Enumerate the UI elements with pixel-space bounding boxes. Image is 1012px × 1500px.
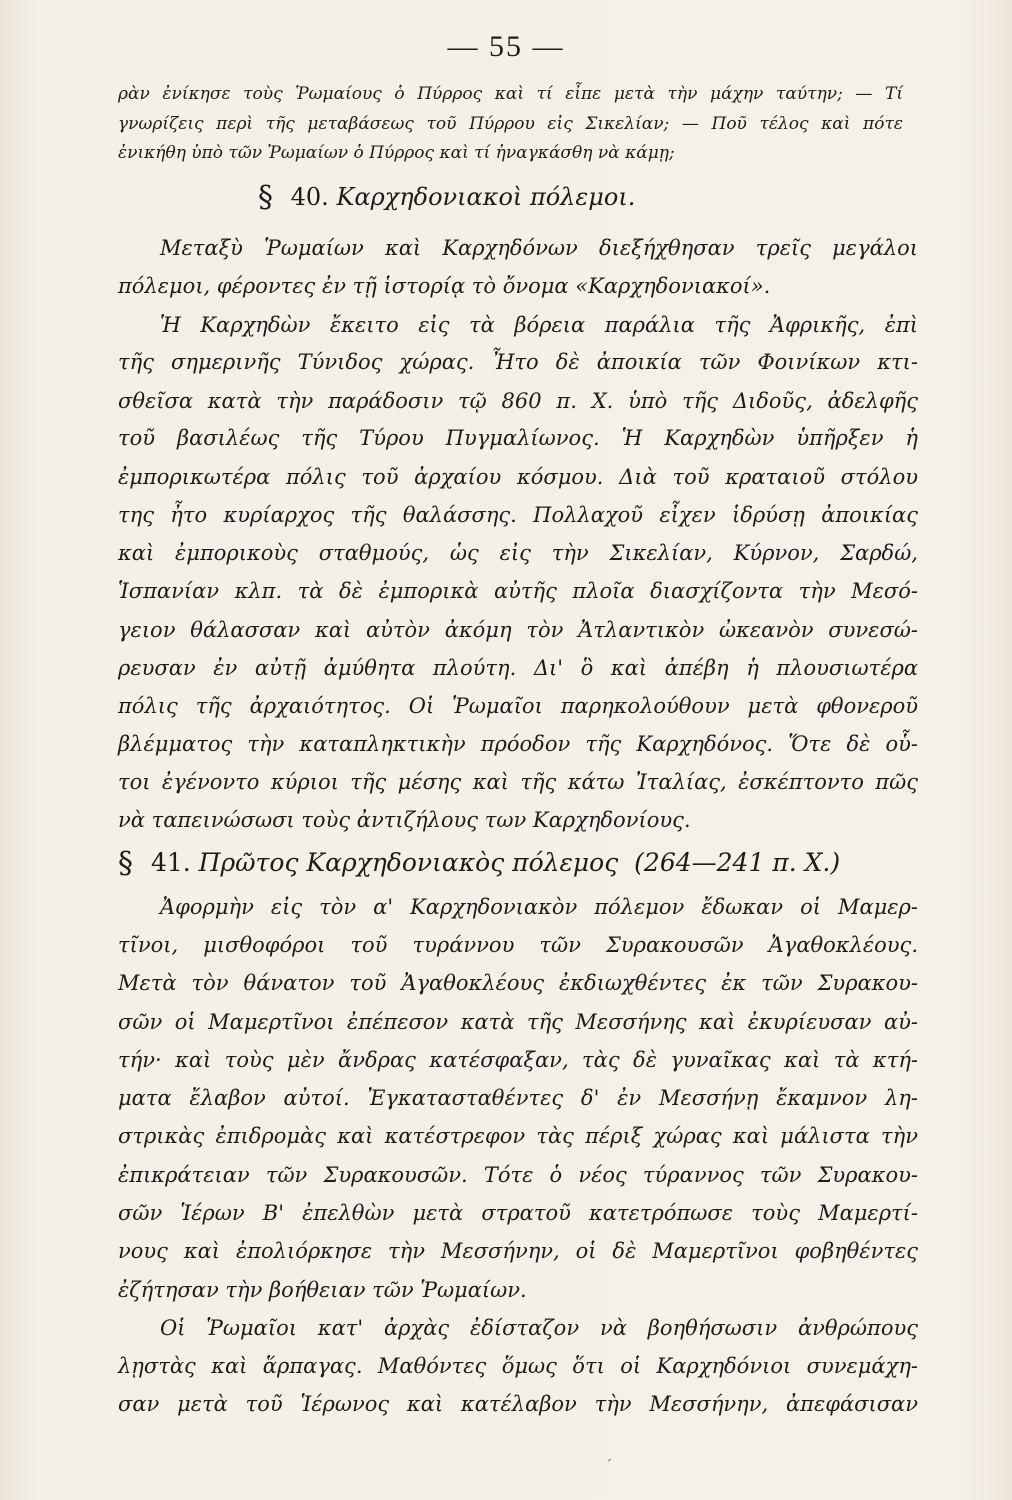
section-title: Καρχηδονιακοὶ πόλεμοι. xyxy=(336,183,636,211)
text-line: νους καὶ ἐπολιόρκησε τὴν Μεσσήνην, οἱ δὲ Μαμερτῖνοι φοβηθέντες xyxy=(118,1239,918,1263)
section-heading xyxy=(118,846,840,881)
text-line: ρευσαν ἐν αὐτῇ ἀμύθητα πλούτη. Δι' ὃ καὶ ἀπέβη ἡ πλουσιωτέρα xyxy=(118,656,918,680)
text-line: πόλεμοι, φέροντες ἐν τῇ ἱστορίᾳ τὸ ὄνομα «Καρχηδονιακοί». xyxy=(118,274,771,298)
text-line: λῃστὰς καὶ ἅρπαγας. Μαθόντες ὅμως ὅτι οἱ Καρχηδόνιοι συνεμάχη- xyxy=(118,1354,918,1378)
text-line: νὰ ταπεινώσωσι τοὺς ἀντιζήλους των Καρχηδονίους. xyxy=(118,808,691,832)
text-line: στρικὰς ἐπιδρομὰς καὶ κατέστρεφον τὰς πέριξ χώρας καὶ μάλιστα τὴν xyxy=(118,1124,918,1148)
text-line: Μεταξὺ Ῥωμαίων καὶ Καρχηδόνων διεξήχθησαν τρεῖς μεγάλοι xyxy=(160,236,918,260)
text-line: τῆς σημερινῆς Τύνιδος χώρας. Ἦτο δὲ ἀποικία τῶν Φοινίκων κτι- xyxy=(118,350,918,374)
text-line: τῖνοι, μισθοφόροι τοῦ τυράννου τῶν Συρακουσῶν Ἀγαθοκλέους. xyxy=(118,933,918,957)
page-number: — 55 — xyxy=(447,30,565,63)
text-line: ματα ἔλαβον αὐτοί. Ἐγκατασταθέντες δ' ἐν Μεσσήνῃ ἔκαμνον λη- xyxy=(118,1086,918,1110)
text-line: ἐνικήθη ὑπὸ τῶν Ῥωμαίων ὁ Πύρρος καὶ τί ἠναγκάσθη νὰ κάμῃ; xyxy=(118,143,675,163)
text-line: καὶ ἐμπορικοὺς σταθμούς, ὡς εἰς τὴν Σικελίαν, Κύρνον, Σαρδώ, xyxy=(118,541,918,565)
text-line: ρὰν ἐνίκησε τοὺς Ῥωμαίους ὁ Πύρρος καὶ τί εἶπε μετὰ τὴν μάχην ταύτην; — Τί xyxy=(118,84,903,104)
section-title: Πρῶτος Καρχηδονιακὸς πόλεμος xyxy=(198,848,619,877)
text-line: της ἦτο κυρίαρχος τῆς θαλάσσης. Πολλαχοῦ εἶχεν ἱδρύσῃ ἀποικίας xyxy=(118,503,918,527)
text-line: σῶν Ἱέρων Β' ἐπελθὼν μετὰ στρατοῦ κατετρόπωσε τοὺς Μαμερτί- xyxy=(118,1201,918,1225)
text-line: Ἡ Καρχηδὼν ἔκειτο εἰς τὰ βόρεια παράλια τῆς Ἀφρικῆς, ἐπὶ xyxy=(160,313,918,337)
section-dates: (264—241 π. Χ.) xyxy=(634,848,841,877)
section-number: 40. xyxy=(290,183,329,211)
printer-mark: ˊ xyxy=(604,1458,611,1474)
text-line: σθεῖσα κατὰ τὴν παράδοσιν τῷ 860 π. Χ. ὑπὸ τῆς Διδοῦς, ἀδελφῆς xyxy=(118,389,918,413)
text-line: Μετὰ τὸν θάνατον τοῦ Ἀγαθοκλέους ἐκδιωχθέντες ἐκ τῶν Συρακου- xyxy=(118,971,918,995)
text-line: βλέμματος τὴν καταπληκτικὴν πρόοδον τῆς Καρχηδόνος. Ὅτε δὲ οὗ- xyxy=(118,732,918,756)
section-heading xyxy=(258,180,635,215)
text-line: τοι ἐγένοντο κύριοι τῆς μέσης καὶ τῆς κάτω Ἰταλίας, ἐσκέπτοντο πῶς xyxy=(118,770,918,794)
text-line: γειον θάλασσαν καὶ αὐτὸν ἀκόμη τὸν Ἀτλαντικὸν ὠκεανὸν συνεσώ- xyxy=(118,618,918,642)
section-symbol: § xyxy=(118,846,133,881)
text-line: Ἀφορμὴν εἰς τὸν α' Καρχηδονιακὸν πόλεμον ἔδωκαν οἱ Μαμερ- xyxy=(160,895,918,919)
text-line: τήν· καὶ τοὺς μὲν ἄνδρας κατέσφαξαν, τὰς δὲ γυναῖκας καὶ τὰ κτή- xyxy=(118,1048,918,1072)
text-line: Οἱ Ῥωμαῖοι κατ' ἀρχὰς ἐδίσταζον νὰ βοηθήσωσιν ἀνθρώπους xyxy=(160,1316,918,1340)
section-number: 41. xyxy=(150,848,191,877)
text-line: ἐμπορικωτέρα πόλις τοῦ ἀρχαίου κόσμου. Διὰ τοῦ κραταιοῦ στόλου xyxy=(118,465,918,489)
text-line: ἐπικράτειαν τῶν Συρακουσῶν. Τότε ὁ νέος τύραννος τῶν Συρακου- xyxy=(118,1163,918,1187)
text-line: Ἱσπανίαν κλπ. τὰ δὲ ἐμπορικὰ αὐτῆς πλοῖα διασχίζοντα τὴν Μεσό- xyxy=(118,579,918,603)
text-line: ἐζήτησαν τὴν βοήθειαν τῶν Ῥωμαίων. xyxy=(118,1278,527,1302)
section-symbol: § xyxy=(258,180,273,215)
text-line: γνωρίζεις περὶ τῆς μεταβάσεως τοῦ Πύρρου εἰς Σικελίαν; — Ποῦ τέλος καὶ πότε xyxy=(118,114,903,134)
text-line: σαν μετὰ τοῦ Ἱέρωνος καὶ κατέλαβον τὴν Μεσσήνην, ἀπεφάσισαν xyxy=(118,1392,918,1416)
text-line: σῶν οἱ Μαμερτῖνοι ἐπέπεσον κατὰ τῆς Μεσσήνης καὶ ἐκυρίευσαν αὐ- xyxy=(118,1010,918,1034)
text-line: τοῦ βασιλέως τῆς Τύρου Πυγμαλίωνος. Ἡ Καρχηδὼν ὑπῆρξεν ἡ xyxy=(118,426,918,450)
text-line: πόλις τῆς ἀρχαιότητος. Οἱ Ῥωμαῖοι παρηκολούθουν μετὰ φθονεροῦ xyxy=(118,694,918,718)
